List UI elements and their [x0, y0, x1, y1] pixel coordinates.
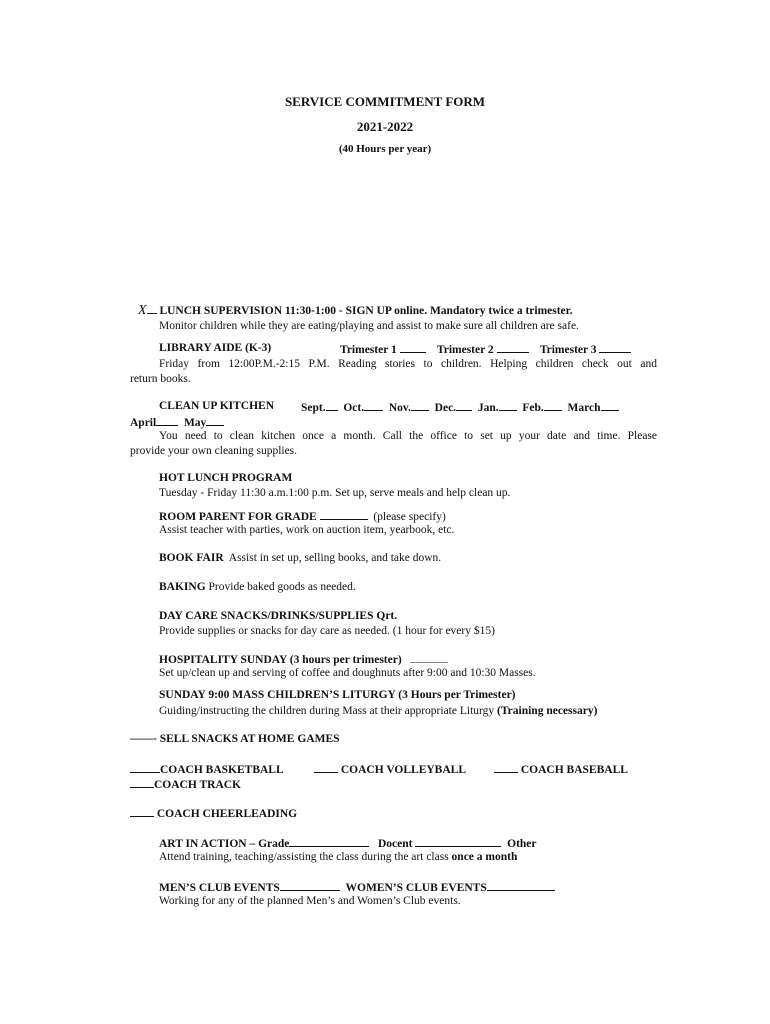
coach-volleyball-label: COACH VOLLEYBALL	[340, 764, 466, 776]
coach-cheerleading	[130, 806, 297, 820]
hospitality-blank[interactable]	[410, 652, 448, 663]
library-trimester-3-blank[interactable]	[599, 342, 631, 353]
hot-lunch-description: Tuesday - Friday 11:30 a.m.1:00 p.m. Set up, serve meals and help clean up.	[159, 487, 511, 499]
room-parent-specify: (please specify)	[373, 511, 446, 523]
month-march: March	[567, 402, 601, 414]
art-docent-label: Docent	[378, 838, 413, 850]
month-jan: Jan.	[477, 402, 499, 414]
month-sept: Sept.	[301, 402, 326, 414]
coach-baseball-blank[interactable]	[494, 762, 518, 773]
form-title: SERVICE COMMITMENT FORM	[284, 94, 486, 109]
lunch-title: LUNCH SUPERVISION 11:30-1:00 - SIGN UP online. Mandatory twice a trimester.	[159, 305, 573, 317]
coach-basketball-label: COACH BASKETBALL	[160, 764, 284, 776]
lunch-description: Monitor children while they are eating/playing and assist to make sure all children are safe.	[159, 320, 579, 332]
art-in-action-title: ART IN ACTION – Grade	[159, 838, 290, 850]
coach-cheerleading-label: COACH CHEERLEADING	[156, 808, 298, 820]
club-events-row	[159, 880, 555, 894]
lunch-supervision-row[interactable]	[138, 303, 573, 319]
liturgy-title: SUNDAY 9:00 MASS CHILDREN’S LITURGY (3 Hours per Trimester)	[159, 689, 516, 701]
womens-club-blank[interactable]	[487, 880, 555, 891]
library-trimester-1-label: Trimester 1	[340, 344, 397, 356]
day-care-description: Provide supplies or snacks for day care as needed. (1 hour for every $15)	[159, 625, 495, 637]
room-parent-title: ROOM PARENT FOR GRADE	[159, 511, 317, 523]
clean-kitchen-months-row2	[130, 415, 224, 429]
library-trimester-3-label: Trimester 3	[539, 344, 597, 356]
mens-club-label: MEN’S CLUB EVENTS	[159, 882, 280, 894]
month-jan-blank[interactable]	[499, 400, 517, 411]
coach-baseball	[494, 762, 628, 776]
month-may: May	[183, 417, 207, 429]
art-frequency: once a month	[451, 851, 518, 863]
sell-snacks-dashes: ——-	[130, 733, 157, 745]
coach-volleyball	[314, 762, 466, 776]
baking-title: BAKING	[159, 581, 206, 593]
month-nov-blank[interactable]	[411, 400, 429, 411]
month-march-blank[interactable]	[601, 400, 619, 411]
clean-kitchen-title: CLEAN UP KITCHEN	[159, 400, 275, 412]
month-nov: Nov.	[388, 402, 411, 414]
library-trimester-2-label: Trimester 2	[436, 344, 494, 356]
book-fair-title: BOOK FAIR	[159, 552, 224, 564]
day-care-title: DAY CARE SNACKS/DRINKS/SUPPLIES Qrt.	[159, 610, 398, 622]
sell-snacks-title: SELL SNACKS AT HOME GAMES	[159, 733, 340, 745]
school-year: 2021-2022	[356, 119, 414, 134]
month-may-blank[interactable]	[206, 415, 224, 426]
month-feb-blank[interactable]	[544, 400, 562, 411]
book-fair-row	[159, 552, 441, 564]
coach-volleyball-blank[interactable]	[314, 762, 338, 773]
liturgy-training-note: (Training necessary)	[497, 705, 598, 717]
coach-track-blank[interactable]	[130, 777, 154, 788]
art-other-label: Other	[507, 838, 537, 850]
mens-club-blank[interactable]	[280, 880, 340, 891]
coach-basketball-blank[interactable]	[130, 762, 160, 773]
art-docent-blank[interactable]	[415, 836, 501, 847]
coach-track	[130, 777, 241, 791]
month-oct: Oct.	[343, 402, 365, 414]
month-oct-blank[interactable]	[364, 400, 383, 411]
coach-track-label: COACH TRACK	[154, 779, 242, 791]
coach-cheerleading-blank[interactable]	[130, 806, 154, 817]
liturgy-description-row	[159, 705, 597, 717]
baking-row	[159, 581, 356, 593]
womens-club-label: WOMEN’S CLUB EVENTS	[345, 882, 487, 894]
library-trimester-2-blank[interactable]	[497, 342, 529, 353]
sell-snacks-row	[130, 733, 340, 745]
coach-basketball	[130, 762, 284, 776]
month-april: April	[130, 417, 157, 429]
room-parent-row	[159, 509, 446, 523]
hospitality-description: Set up/clean up and serving of coffee and doughnuts after 9:00 and 10:30 Masses.	[159, 667, 536, 679]
coach-baseball-label: COACH BASEBALL	[520, 764, 628, 776]
library-description-line1: Friday from 12:00P.M.-2:15 P.M. Reading stories to children. Helping children check out and	[159, 358, 657, 370]
lunch-selected-mark: X	[138, 303, 147, 318]
library-trimesters	[340, 342, 631, 356]
baking-description: Provide baked goods as needed.	[208, 581, 356, 593]
clean-kitchen-description-line2: provide your own cleaning supplies.	[130, 445, 298, 457]
hot-lunch-title: HOT LUNCH PROGRAM	[159, 472, 293, 484]
clean-kitchen-months	[301, 400, 619, 414]
hospitality-title: HOSPITALITY SUNDAY (3 hours per trimester)	[159, 654, 402, 666]
club-events-description: Working for any of the planned Men’s and Women’s Club events.	[159, 895, 461, 907]
book-fair-description: Assist in set up, selling books, and take down.	[228, 552, 442, 564]
clean-kitchen-description-line1: You need to clean kitchen once a month. Call the office to set up your date and time. Please	[159, 430, 657, 442]
month-sept-blank[interactable]	[326, 400, 338, 411]
hours-requirement: (40 Hours per year)	[338, 143, 432, 155]
library-description-line2: return books.	[130, 373, 191, 385]
library-trimester-1-blank[interactable]	[400, 342, 426, 353]
art-in-action-row	[159, 836, 537, 850]
art-grade-blank[interactable]	[289, 836, 369, 847]
library-title: LIBRARY AIDE (K-3)	[159, 342, 272, 354]
art-description: Attend training, teaching/assisting the class during the art class	[159, 851, 449, 863]
hospitality-row	[159, 652, 448, 666]
room-parent-description: Assist teacher with parties, work on auction item, yearbook, etc.	[159, 524, 455, 536]
room-parent-grade-blank[interactable]	[320, 509, 368, 520]
month-april-blank[interactable]	[156, 415, 178, 426]
liturgy-description: Guiding/instructing the children during Mass at their appropriate Liturgy	[159, 705, 495, 717]
month-dec-blank[interactable]	[456, 400, 472, 411]
art-description-row	[159, 851, 517, 863]
month-feb: Feb.	[522, 402, 544, 414]
month-dec: Dec.	[434, 402, 457, 414]
